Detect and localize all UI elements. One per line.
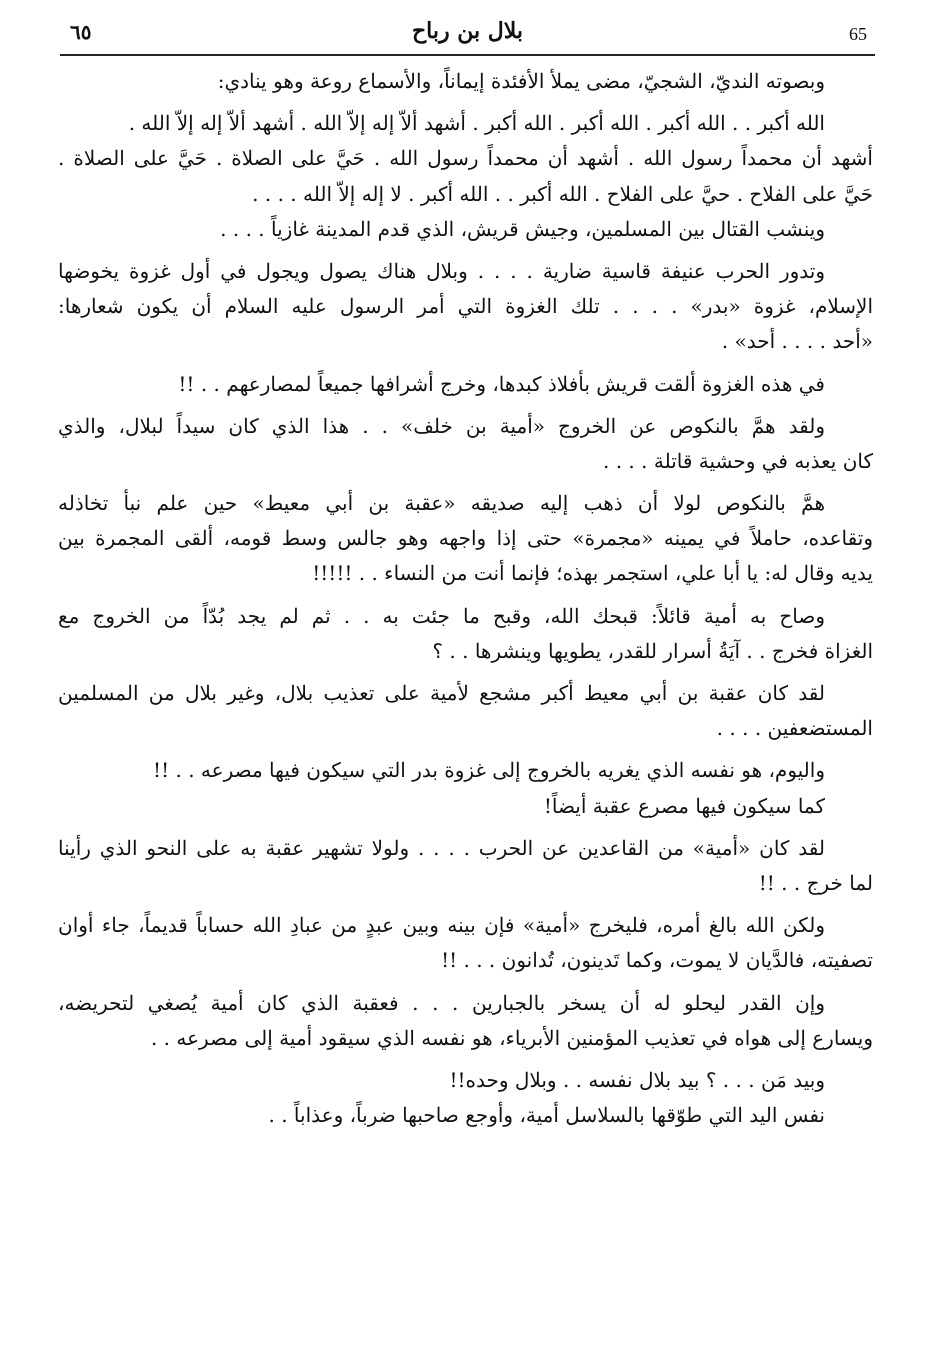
text-line: همَّ بالنكوص لولا أن ذهب إليه صديقه «عقبة بن أبي معيط» حين علم نبأ تخاذله bbox=[58, 491, 825, 516]
text-line: يديه وقال له: يا أبا علي، استجمر بهذه؛ فإنما أنت من النساء . . !!!!! bbox=[312, 561, 873, 586]
text-line: ولكن الله بالغ أمره، فليخرج «أمية» فإن بينه وبين عبدٍ من عبادِ الله حساباً قديماً، جاء أوان bbox=[58, 913, 825, 938]
text-line: وينشب القتال بين المسلمين، وجيش قريش، الذي قدم المدينة غازياً . . . . bbox=[220, 216, 825, 241]
text-line: واليوم، هو نفسه الذي يغريه بالخروج إلى غزوة بدر التي سيكون فيها مصرعه . . !! bbox=[153, 758, 825, 783]
text-line: الإسلام، غزوة «بدر» . . . . تلك الغزوة التي أمر الرسول عليه السلام أن يكون شعارها: bbox=[58, 294, 873, 319]
text-line: لقد كان «أمية» من القاعدين عن الحرب . . . . ولولا تشهير عقبة به على النحو الذي رأينا bbox=[58, 835, 825, 860]
text-line: الغزاة فخرج . . آيَةُ أسرار للقدر، يطويها وينشرها . . ؟ bbox=[432, 638, 873, 663]
text-line: تصفيته، فالدَّيان لا يموت، وكما تَدينون، تُدانون . . . !! bbox=[441, 948, 873, 973]
text-line: أشهد أن محمداً رسول الله . أشهد أن محمداً رسول الله . حَيَّ على الصلاة . حَيَّ على الصلاة . bbox=[58, 146, 873, 171]
text-line: «أحد . . . . أحد» . bbox=[721, 329, 873, 354]
text-line: وتدور الحرب عنيفة قاسية ضارية . . . . وبلال هناك يصول ويجول في أول غزوة يخوضها bbox=[58, 258, 825, 283]
text-line: الله أكبر . . الله أكبر . الله أكبر . الله أكبر . أشهد ألاّ إله إلاّ الله . أشهد ألاّ إله إلاّ الله . bbox=[128, 111, 825, 136]
body-text bbox=[58, 64, 873, 1133]
text-line: وتقاعده، حاملاً في يمينه «مجمرة» حتى إذا واجهه وهو جالس وسط قومه، ألقى المجمرة بين bbox=[58, 526, 873, 551]
text-line: كما سيكون فيها مصرع عقبة أيضاً! bbox=[543, 793, 825, 818]
text-line: لما خرج . . !! bbox=[758, 870, 873, 895]
text-line: ويسارع إلى هواه في تعذيب المؤمنين الأبرياء، هو نفسه الذي سيقود أمية إلى مصرعه . . bbox=[150, 1025, 873, 1050]
text-line: ولقد همَّ بالنكوص عن الخروج «أمية بن خلف» . . هذا الذي كان سيداً لبلال، والذي bbox=[58, 413, 825, 438]
text-line: في هذه الغزوة ألقت قريش بأفلاذ كبدها، وخرج أشرافها جميعاً لمصارعهم . . !! bbox=[178, 371, 825, 396]
text-line: المستضعفين . . . . bbox=[716, 716, 873, 741]
text-line: وبيد مَن . . . ؟ بيد بلال نفسه . . وبلال وحده!! bbox=[449, 1067, 825, 1092]
text-line: نفس اليد التي طوّقها بالسلاسل أمية، وأوجع صاحبها ضرباً، وعذاباً . . bbox=[268, 1103, 825, 1128]
text-line: حَيَّ على الفلاح . حيَّ على الفلاح . الله أكبر . . الله أكبر . لا إله إلاّ الله . . . . bbox=[252, 181, 873, 206]
running-title: بلال بن رباح bbox=[411, 18, 524, 44]
page-number-latin: 65 bbox=[849, 24, 867, 44]
text-line: وبصوته النديّ، الشجيّ، مضى يملأ الأفئدة إيماناً، والأسماع روعة وهو ينادي: bbox=[217, 69, 825, 93]
text-line: لقد كان عقبة بن أبي معيط أكبر مشجع لأمية على تعذيب بلال، وغير بلال من المسلمين bbox=[58, 681, 825, 705]
page-header bbox=[60, 14, 875, 54]
text-line: كان يعذبه في وحشية قاتلة . . . . bbox=[602, 448, 873, 473]
page-number-arabic: ٦٥ bbox=[70, 20, 92, 44]
text-line: وإن القدر ليحلو له أن يسخر بالجبارين . . . فعقبة الذي كان أمية يُصغي لتحريضه، bbox=[58, 990, 826, 1015]
text-line: وصاح به أمية قائلاً: قبحك الله، وقبح ما جئت به . . ثم لم يجد بُدّاً من الخروج مع bbox=[58, 603, 825, 628]
header-rule bbox=[60, 54, 875, 56]
